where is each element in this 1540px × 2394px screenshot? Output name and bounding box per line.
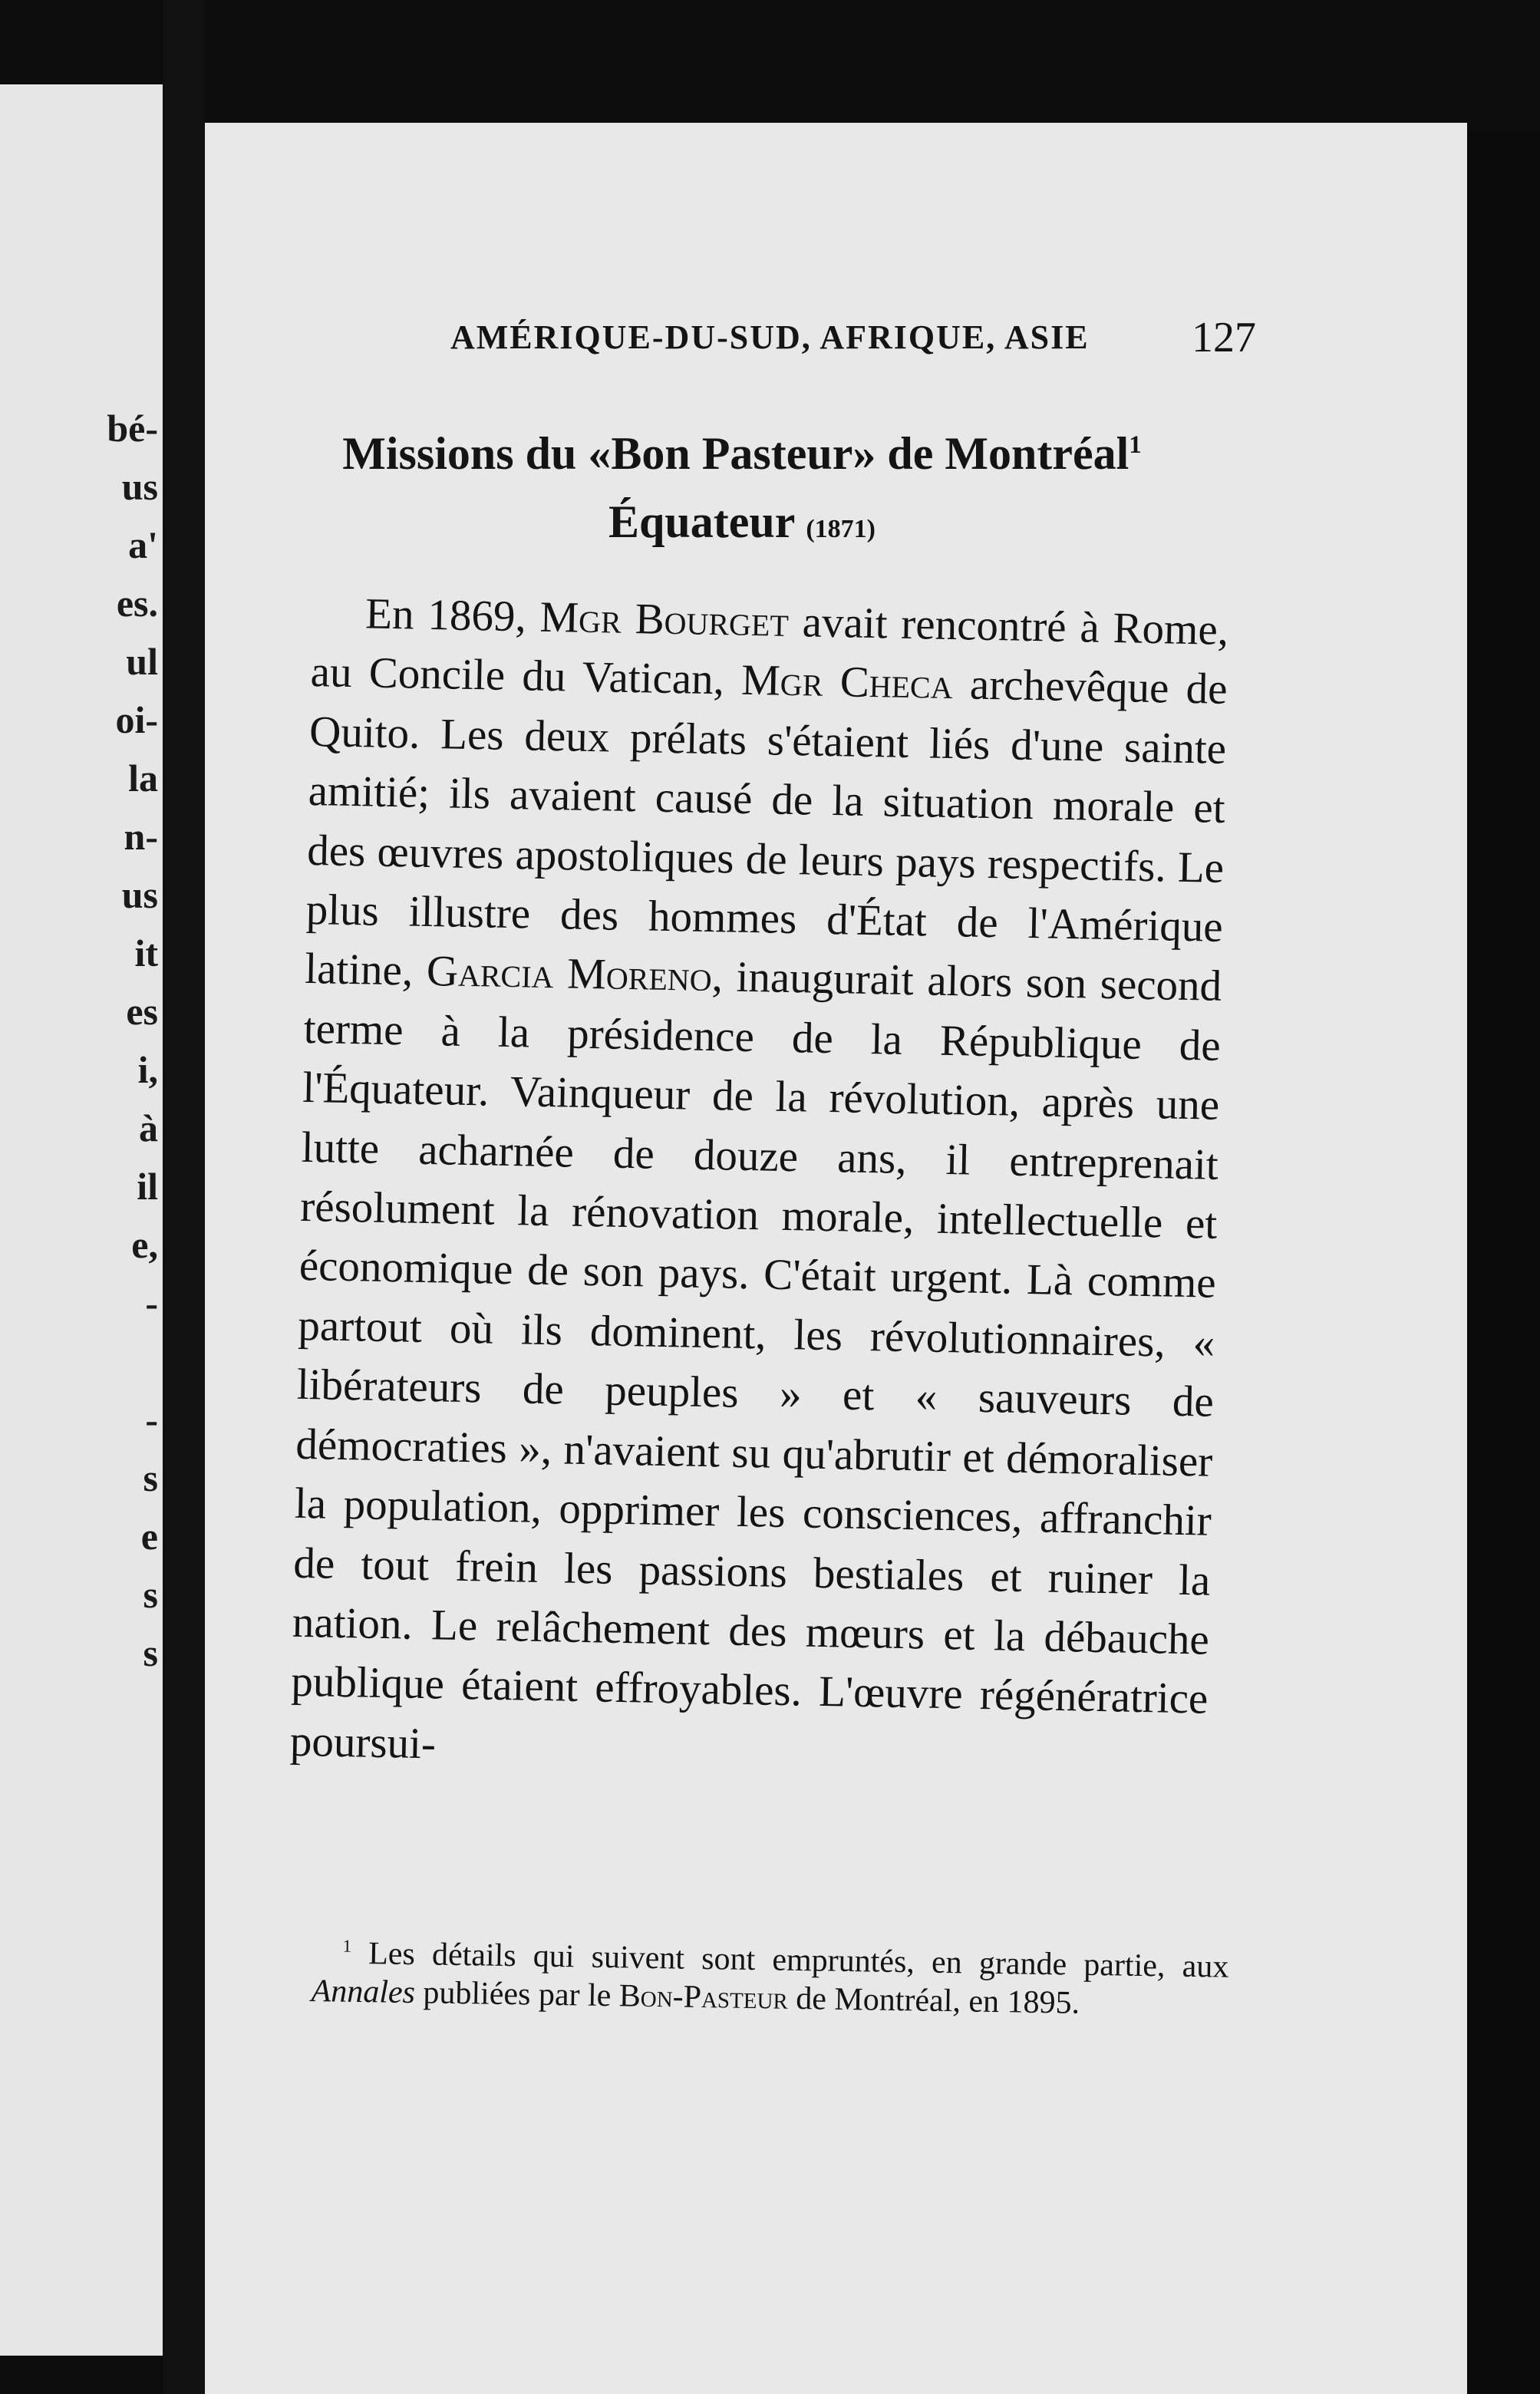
- left-fragment: oi-: [115, 698, 158, 741]
- body-text-segment: avait rencontré à Rome, au Concile du Vatican,: [310, 597, 1229, 705]
- left-fragment: il: [137, 1165, 158, 1208]
- footnote: [311, 1926, 1229, 2025]
- person-name-garcia-moreno: Garcia Moreno: [426, 947, 713, 1001]
- left-fragment: e: [140, 1515, 158, 1558]
- left-fragment: -: [145, 1398, 158, 1441]
- left-fragment: us: [121, 465, 158, 508]
- left-fragment: n-: [124, 815, 158, 858]
- left-fragment: [5, 1332, 158, 1390]
- body-text-segment: archevêque de Quito. Les deux prélats s'étaient liés d'une sainte amitié; ils avaient causé de la situation morale et des œuvres apostoliques de leurs pays respectifs. Le plus illustre des hommes d'État de l'Amérique latine,: [304, 660, 1228, 996]
- left-fragment: à: [139, 1106, 158, 1149]
- chapter-subtitle-text: Équateur: [608, 496, 795, 547]
- left-fragment: es.: [116, 582, 158, 625]
- left-fragment: la: [128, 757, 158, 800]
- left-page-text-fragments: [5, 399, 158, 1682]
- left-fragment: e,: [131, 1223, 158, 1266]
- page-edge-shadow: [1467, 130, 1540, 2394]
- left-page: [0, 84, 163, 2356]
- footnote-bon-pasteur: Bon-Pasteur: [618, 1978, 789, 2016]
- footnote-annales: Annales: [311, 1973, 416, 2011]
- left-fragment: a': [128, 523, 158, 566]
- left-fragment: es: [126, 990, 158, 1033]
- left-fragment: i,: [137, 1048, 158, 1091]
- book-page: [205, 123, 1467, 2394]
- footnote-text-segment: Les détails qui suivent sont empruntés, en grande partie, aux: [351, 1935, 1229, 1985]
- footnote-marker: 1: [342, 1935, 352, 1956]
- left-fragment: it: [134, 932, 158, 974]
- chapter-subtitle-year: (1871): [806, 515, 876, 543]
- footnote-text-segment: publiées par le: [414, 1975, 620, 2014]
- footnote-reference: 1: [1129, 431, 1142, 459]
- chapter-title: [205, 407, 1279, 483]
- book-gutter: [163, 0, 205, 2394]
- left-fragment: s: [143, 1573, 158, 1616]
- person-name-checa: Mgr Checa: [740, 656, 954, 709]
- left-fragment: -: [145, 1281, 158, 1324]
- left-fragment: s: [143, 1456, 158, 1499]
- page-number: 127: [1192, 314, 1256, 361]
- chapter-title-text: Missions du «Bon Pasteur» de Montréal: [342, 428, 1129, 479]
- body-text-segment: , inaugurait alors son second terme à la présidence de la République de l'Équateur. Vainqueur de la révolution, après une lutte acharnée de douze ans, il entreprenait résolument la rénovation morale, intellectuelle et économique de son pays. C'était urgent. Là comme partout où ils dominent, les révolutionnaires, « libérateurs de peuples » et « sauveurs de démocraties », n'avaient su qu'abrutir et démoraliser la population, opprimer les consciences, affranchir de tout frein les passions bestiales et ruiner la nation. Le relâchement des mœurs et la débauche publique étaient effroyables. L'œuvre régénératrice poursui-: [289, 952, 1222, 1769]
- left-fragment: us: [121, 873, 158, 916]
- body-paragraph: [289, 583, 1228, 1789]
- person-name-bourget: Mgr Bourget: [539, 592, 790, 646]
- footnote-text-segment: de Montréal, en 1895.: [787, 1980, 1080, 2021]
- body-text-segment: En 1869,: [364, 589, 541, 641]
- chapter-subtitle: [205, 483, 1279, 560]
- left-fragment: bé-: [107, 407, 158, 450]
- left-fragment: ul: [126, 640, 158, 683]
- left-fragment: s: [143, 1631, 158, 1674]
- running-head: AMÉRIQUE-DU-SUD, AFRIQUE, ASIE: [450, 318, 1090, 356]
